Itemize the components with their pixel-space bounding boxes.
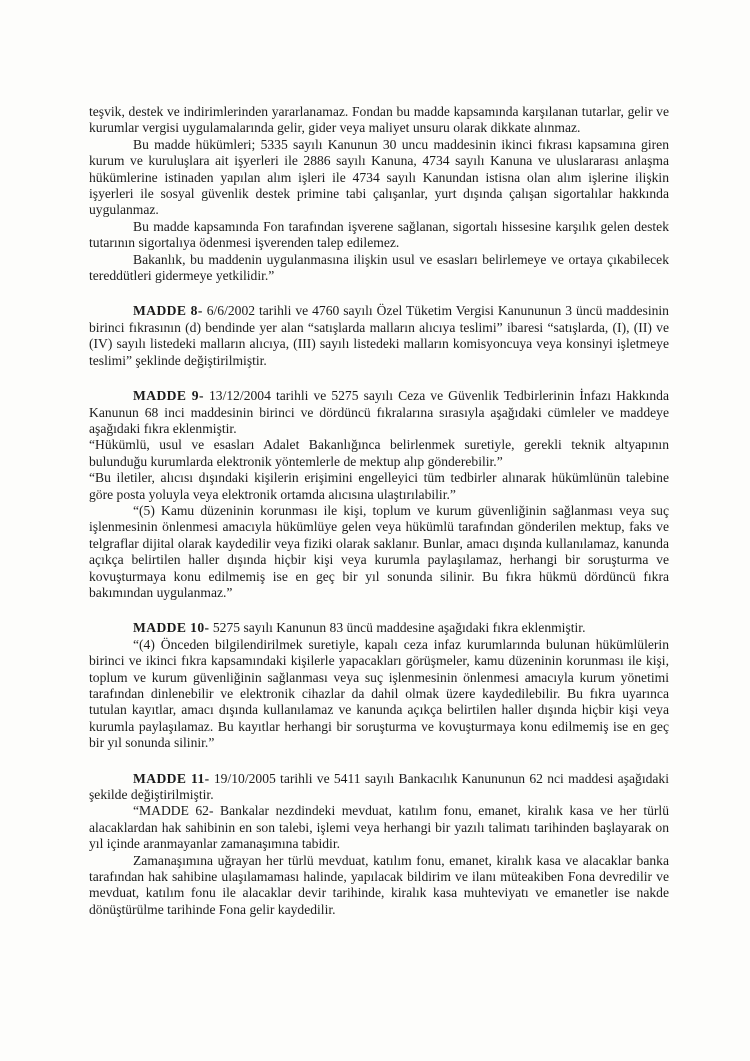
body-paragraph xyxy=(89,437,669,470)
paragraph-text: Bu madde hükümleri; 5335 sayılı Kanunun 30 uncu maddesinin ikinci fıkrası kapsamına giren kurum ve kuruluşlara ait işyerleri ile 2886 sayılı Kanuna, 4734 sayılı Kanuna ve uluslararası anlaşma hükümlerine istinaden yapılan alım işleri ile 4734 sayılı Kanundan istisna olan alım işlerine ilişkin işyerleri ile sosyal güvenlik destek primine tabi çalışanlar, yurt dışında çalışan sigortalılar hakkında uygulanmaz. xyxy=(89,136,669,218)
article-paragraph xyxy=(89,620,669,636)
body-paragraph xyxy=(89,219,669,252)
article-label: MADDE 9- xyxy=(133,388,204,404)
paragraph-text: 5275 sayılı Kanunun 83 üncü maddesine aşağıdaki fıkra eklenmiştir. xyxy=(209,620,586,636)
paragraph-text: “MADDE 62- Bankalar nezdindeki mevduat, katılım fonu, emanet, kiralık kasa ve her türlü alacaklardan hak sahibinin en son talebi, işlemi veya herhangi bir yazılı talimatı tarihinden başlayarak on yıl içinde aranmayanlar zamanaşımına tabidir. xyxy=(89,803,669,852)
body-paragraph xyxy=(89,470,669,503)
body-paragraph xyxy=(89,252,669,285)
paragraph-text: “(4) Önceden bilgilendirilmek suretiyle, kapalı ceza infaz kurumlarında bulunan hükümlülerin birinci ve ikinci fıkra kapsamındaki kişilerle yapacakları görüşmeler, kamu düzeninin korunması ile kişi, toplum ve kurum güvenliğinin sağlanması veya suç işlenmesinin önlenmesi amacıyla kurum yönetimi tarafından dinlenebilir ve elektronik cihazlar da dahil olmak üzere kaydedilebilir. Bu fıkra uyarınca tutulan kayıtlar, amacı dışında kullanılamaz ve kanunda açıkça belirtilen haller dışında hiçbir kişi veya kurumla paylaşılamaz. Bu kayıtlar herhangi bir soruşturma ve kovuşturmaya konu edilmemiş ise en geç bir yıl sonunda silinir.” xyxy=(89,636,669,751)
article-label: MADDE 11- xyxy=(133,770,210,786)
article-paragraph xyxy=(89,303,669,369)
paragraph-text: Bu madde kapsamında Fon tarafından işverene sağlanan, sigortalı hissesine karşılık gelen destek tutarının sigortalıya ödenmesi işverenden talep edilemez. xyxy=(89,218,669,251)
body-paragraph xyxy=(89,137,669,219)
article-label: MADDE 10- xyxy=(133,620,210,636)
paragraph-text: teşvik, destek ve indirimlerinden yararlanamaz. Fondan bu madde kapsamında karşılanan tutarlar, gelir ve kurumlar vergisi uygulamalarında gelir, gider veya maliyet unsuru olarak dikkate alınmaz. xyxy=(89,104,669,136)
paragraph-text: “Hükümlü, usul ve esasları Adalet Bakanlığınca belirlenmek suretiyle, gerekli teknik altyapının bulunduğu kurumlarda elektronik yöntemlerle de mektup alıp gönderebilir.” xyxy=(89,437,669,469)
body-paragraph xyxy=(89,853,669,919)
body-paragraph xyxy=(89,104,669,137)
paragraph-text: 19/10/2005 tarihli ve 5411 sayılı Bankacılık Kanununun 62 nci maddesi aşağıdaki şekilde değiştirilmiştir. xyxy=(89,770,669,803)
paragraph-text: 13/12/2004 tarihli ve 5275 sayılı Ceza ve Güvenlik Tedbirlerinin İnfazı Hakkında Kanunun 68 inci maddesinin birinci ve dördüncü fıkralarına sırasıyla aşağıdaki cümleler ve maddeye aşağıdaki fıkra eklenmiştir. xyxy=(89,388,669,436)
document-body xyxy=(89,104,669,918)
paragraph-text: “Bu iletiler, alıcısı dışındaki kişilerin erişimini engelleyici tüm tedbirler alınarak hükümlünün talebine göre posta yoluyla veya elektronik ortamda alıcısına ulaştırılabilir.” xyxy=(89,470,669,502)
paragraph-text: Zamanaşımına uğrayan her türlü mevduat, katılım fonu, emanet, kiralık kasa ve alacaklar banka tarafından hak sahibine ulaşılamaması halinde, yapılacak bildirim ve ilanı müteakiben Fona devredilir ve mevduat, katılım fonu ile alacaklar devir tarihinde, kiralık kasa muhteviyatı ve emanetler ise nakde dönüştürülme tarihinde Fona gelir kaydedilir. xyxy=(89,852,669,917)
body-paragraph xyxy=(89,503,669,601)
paragraph-text: 6/6/2002 tarihli ve 4760 sayılı Özel Tüketim Vergisi Kanununun 3 üncü maddesinin birinci fıkrasının (d) bendinde yer alan “satışlarda malların alıcıya teslimi” ibaresi “satışlarda, (I), (II) ve (IV) sayılı listedeki malların alıcıya, (III) sayılı listedeki malların komisyoncuya veya konsinyi işletmeye teslimi” şeklinde değiştirilmiştir. xyxy=(89,303,669,368)
paragraph-text: “(5) Kamu düzeninin korunması ile kişi, toplum ve kurum güvenliğinin sağlanması veya suç işlenmesinin önlenmesi amacıyla hükümlüye gelen veya hükümlü tarafından gönderilen mektup, faks ve telgraflar dijital olarak kaydedilir veya fiziki olarak saklanır. Bunlar, amacı dışında kullanılamaz, kanunda açıkça belirtilen haller dışında hiçbir kişi veya kurumla paylaşılamaz, herhangi bir soruşturma ve kovuşturmaya konu edilmemiş ise en geç bir yıl sonunda silinir. Bu fıkra hükmü dördüncü fıkra bakımından uygulanmaz.” xyxy=(89,502,669,600)
body-paragraph xyxy=(89,637,669,752)
article-paragraph xyxy=(89,771,669,804)
paragraph-text: Bakanlık, bu maddenin uygulanmasına ilişkin usul ve esasları belirlemeye ve ortaya çıkabilecek tereddütleri gidermeye yetkilidir.” xyxy=(89,251,669,284)
article-paragraph xyxy=(89,388,669,437)
article-label: MADDE 8- xyxy=(133,303,203,319)
body-paragraph xyxy=(89,803,669,852)
